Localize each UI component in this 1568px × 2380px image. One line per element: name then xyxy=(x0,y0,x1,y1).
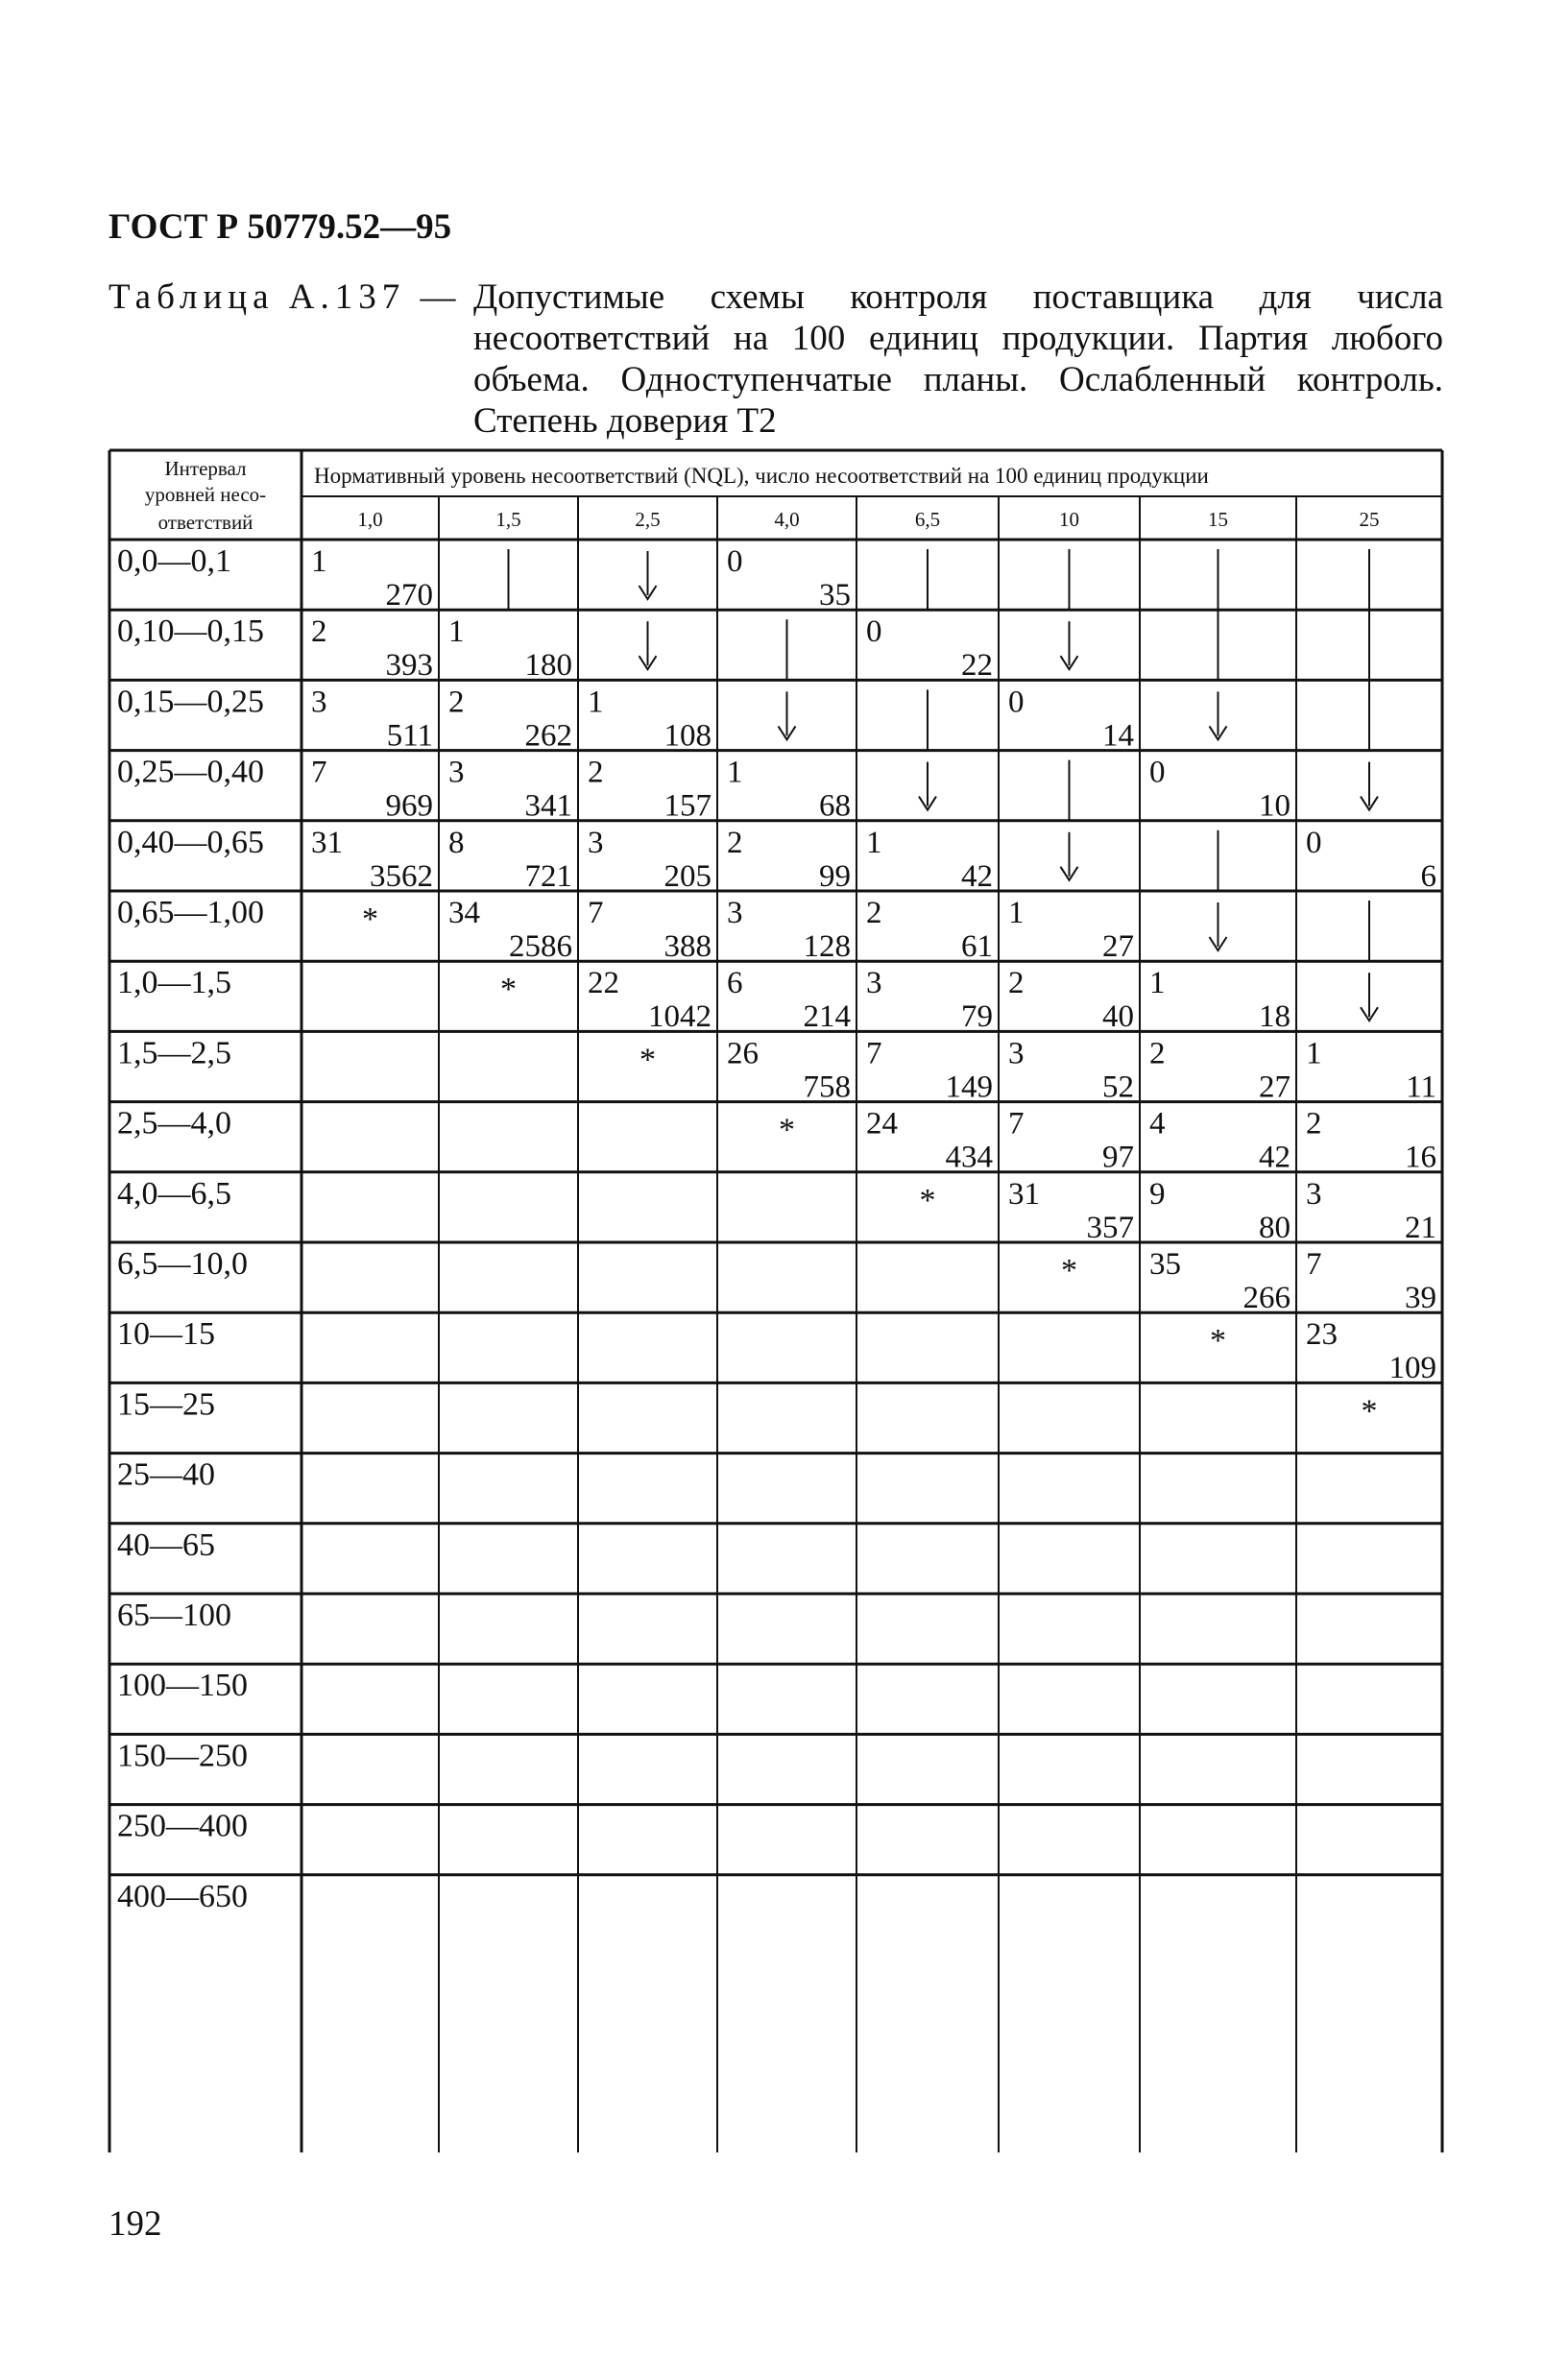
cell-sample-size: 68 xyxy=(819,788,851,824)
row-interval: 1,0—1,5 xyxy=(117,965,231,1001)
cell-acceptance-number: 1 xyxy=(1306,1036,1322,1071)
cell-sample-size: 27 xyxy=(1102,929,1134,964)
column-header: 25 xyxy=(1359,508,1380,531)
cell-acceptance-number: 7 xyxy=(1306,1247,1322,1282)
cell-sample-size: 434 xyxy=(945,1140,993,1175)
cell-acceptance-number: 2 xyxy=(1149,1036,1166,1071)
cell-acceptance-number: 2 xyxy=(588,755,604,790)
cell-acceptance-number: 0 xyxy=(1008,685,1025,720)
cell-sample-size: 61 xyxy=(961,929,993,964)
cell-sample-size: 180 xyxy=(524,648,572,684)
row-header-line: ответствий xyxy=(157,511,253,534)
row-interval: 1,5—2,5 xyxy=(117,1035,231,1071)
column-header: 6,5 xyxy=(914,508,941,531)
cell-sample-size: 52 xyxy=(1102,1070,1134,1105)
cell-sample-size: 97 xyxy=(1102,1140,1134,1175)
cell-acceptance-number: 7 xyxy=(311,755,327,790)
cell-sample-size: 205 xyxy=(663,858,712,894)
cell-sample-size: 758 xyxy=(803,1070,851,1105)
row-interval: 10—15 xyxy=(117,1316,215,1353)
cell-acceptance-number: 7 xyxy=(866,1036,882,1071)
row-interval: 6,5—10,0 xyxy=(117,1246,248,1282)
row-interval: 150—250 xyxy=(117,1738,248,1774)
table-caption xyxy=(109,276,1443,442)
row-interval: 2,5—4,0 xyxy=(117,1105,231,1142)
cell-acceptance-number: 35 xyxy=(1149,1247,1181,1282)
column-header: 4,0 xyxy=(774,508,800,531)
column-header: 15 xyxy=(1208,508,1228,531)
cell-sample-size: 721 xyxy=(524,858,572,894)
column-header: 10 xyxy=(1059,508,1079,531)
caption-label: Таблица А.137 — xyxy=(109,277,462,317)
asterisk-mark: * xyxy=(779,1112,795,1148)
row-interval: 0,25—0,40 xyxy=(117,754,264,790)
cell-acceptance-number: 3 xyxy=(727,896,743,930)
cell-acceptance-number: 4 xyxy=(1149,1106,1166,1142)
row-interval: 15—25 xyxy=(117,1386,215,1423)
cell-sample-size: 266 xyxy=(1242,1281,1291,1315)
cell-sample-size: 10 xyxy=(1259,788,1291,824)
document-code: ГОСТ Р 50779.52—95 xyxy=(109,207,452,247)
cell-acceptance-number: 2 xyxy=(727,825,743,860)
cell-sample-size: 511 xyxy=(386,718,433,754)
row-interval: 0,10—0,15 xyxy=(117,613,264,650)
cell-acceptance-number: 2 xyxy=(1306,1106,1322,1142)
cell-sample-size: 42 xyxy=(961,858,993,894)
cell-acceptance-number: 1 xyxy=(866,825,882,860)
cell-acceptance-number: 34 xyxy=(448,896,480,930)
cell-sample-size: 22 xyxy=(961,648,993,684)
cell-acceptance-number: 0 xyxy=(1306,825,1322,860)
row-interval: 100—150 xyxy=(117,1668,248,1704)
cell-sample-size: 149 xyxy=(945,1070,993,1105)
asterisk-mark: * xyxy=(362,902,378,937)
cell-sample-size: 108 xyxy=(663,718,712,754)
row-interval: 65—100 xyxy=(117,1598,231,1633)
asterisk-mark: * xyxy=(1210,1323,1226,1359)
cell-acceptance-number: 1 xyxy=(588,685,604,720)
cell-acceptance-number: 8 xyxy=(448,825,465,860)
cell-sample-size: 18 xyxy=(1259,999,1291,1035)
row-interval: 0,0—0,1 xyxy=(117,543,231,579)
cell-sample-size: 2586 xyxy=(509,929,572,964)
cell-sample-size: 157 xyxy=(663,788,712,824)
cell-acceptance-number: 7 xyxy=(588,896,604,930)
cell-sample-size: 262 xyxy=(524,718,572,754)
cell-acceptance-number: 22 xyxy=(588,966,619,1001)
caption-text: Допустимые схемы контроля поставщика для числа несоответствий на 100 единиц продукции. Партия любого объема. Одноступенчатые планы. Ослабленный контроль. Степень доверия Т2 xyxy=(473,277,1443,441)
cell-acceptance-number: 3 xyxy=(866,966,882,1001)
cell-acceptance-number: 3 xyxy=(1008,1036,1025,1071)
cell-sample-size: 128 xyxy=(803,929,851,964)
cell-sample-size: 969 xyxy=(385,788,433,824)
cell-sample-size: 35 xyxy=(819,578,851,613)
cell-sample-size: 21 xyxy=(1405,1210,1436,1245)
cell-sample-size: 109 xyxy=(1388,1351,1436,1386)
cell-acceptance-number: 1 xyxy=(1149,966,1166,1001)
row-interval: 0,40—0,65 xyxy=(117,824,264,860)
cell-acceptance-number: 0 xyxy=(1149,755,1166,790)
cell-sample-size: 1042 xyxy=(648,999,712,1035)
row-header-line: Интервал xyxy=(164,457,247,480)
cell-acceptance-number: 1 xyxy=(311,544,327,579)
cell-acceptance-number: 2 xyxy=(311,614,327,650)
row-header-line: уровней несо- xyxy=(144,483,267,506)
cell-sample-size: 39 xyxy=(1405,1281,1436,1315)
cell-acceptance-number: 23 xyxy=(1306,1317,1338,1353)
cell-sample-size: 80 xyxy=(1259,1210,1291,1245)
cell-sample-size: 341 xyxy=(524,788,572,824)
row-interval: 40—65 xyxy=(117,1527,215,1563)
cell-sample-size: 27 xyxy=(1259,1070,1291,1105)
cell-acceptance-number: 2 xyxy=(1008,966,1025,1001)
cell-acceptance-number: 0 xyxy=(727,544,743,579)
column-header: 2,5 xyxy=(635,508,661,531)
column-header: 1,0 xyxy=(357,508,383,531)
cell-acceptance-number: 3 xyxy=(588,825,604,860)
table-grid xyxy=(108,448,1444,2152)
asterisk-mark: * xyxy=(919,1182,936,1218)
cell-acceptance-number: 1 xyxy=(1008,896,1025,930)
asterisk-mark: * xyxy=(1061,1253,1077,1288)
cell-acceptance-number: 9 xyxy=(1149,1176,1166,1212)
cell-sample-size: 14 xyxy=(1102,718,1134,754)
cell-acceptance-number: 26 xyxy=(727,1036,759,1071)
asterisk-mark: * xyxy=(500,972,517,1008)
cell-sample-size: 214 xyxy=(803,999,851,1035)
cell-sample-size: 357 xyxy=(1086,1210,1134,1245)
asterisk-mark: * xyxy=(639,1042,656,1078)
row-interval: 400—650 xyxy=(117,1878,248,1914)
cell-sample-size: 16 xyxy=(1405,1140,1436,1175)
row-interval: 25—40 xyxy=(117,1456,215,1493)
row-interval: 250—400 xyxy=(117,1808,248,1844)
cell-sample-size: 11 xyxy=(1406,1070,1436,1105)
cell-sample-size: 393 xyxy=(385,648,433,684)
group-header: Нормативный уровень несоответствий (NQL), число несоответствий на 100 единиц продукции xyxy=(314,464,1209,488)
cell-sample-size: 3562 xyxy=(370,858,433,894)
column-header: 1,5 xyxy=(495,508,521,531)
asterisk-mark: * xyxy=(1361,1393,1378,1430)
cell-sample-size: 99 xyxy=(819,858,851,894)
row-interval: 4,0—6,5 xyxy=(117,1175,231,1212)
cell-sample-size: 270 xyxy=(385,578,433,613)
cell-acceptance-number: 31 xyxy=(1008,1176,1040,1212)
cell-acceptance-number: 3 xyxy=(1306,1176,1322,1212)
page-number: 192 xyxy=(109,2204,162,2244)
cell-acceptance-number: 1 xyxy=(448,614,465,650)
cell-sample-size: 40 xyxy=(1102,999,1134,1035)
row-interval: 0,15—0,25 xyxy=(117,684,264,720)
cell-sample-size: 79 xyxy=(961,999,993,1035)
cell-acceptance-number: 7 xyxy=(1008,1106,1025,1142)
cell-sample-size: 6 xyxy=(1420,858,1436,894)
acceptance-plan-table xyxy=(108,448,1444,2152)
cell-acceptance-number: 3 xyxy=(311,685,327,720)
cell-acceptance-number: 0 xyxy=(866,614,882,650)
cell-acceptance-number: 6 xyxy=(727,966,743,1001)
cell-acceptance-number: 2 xyxy=(866,896,882,930)
cell-sample-size: 388 xyxy=(663,929,712,964)
cell-acceptance-number: 2 xyxy=(448,685,465,720)
cell-acceptance-number: 24 xyxy=(866,1106,898,1142)
row-interval: 0,65—1,00 xyxy=(117,895,264,930)
cell-sample-size: 42 xyxy=(1259,1140,1291,1175)
cell-acceptance-number: 31 xyxy=(311,825,343,860)
cell-acceptance-number: 3 xyxy=(448,755,465,790)
cell-acceptance-number: 1 xyxy=(727,755,743,790)
